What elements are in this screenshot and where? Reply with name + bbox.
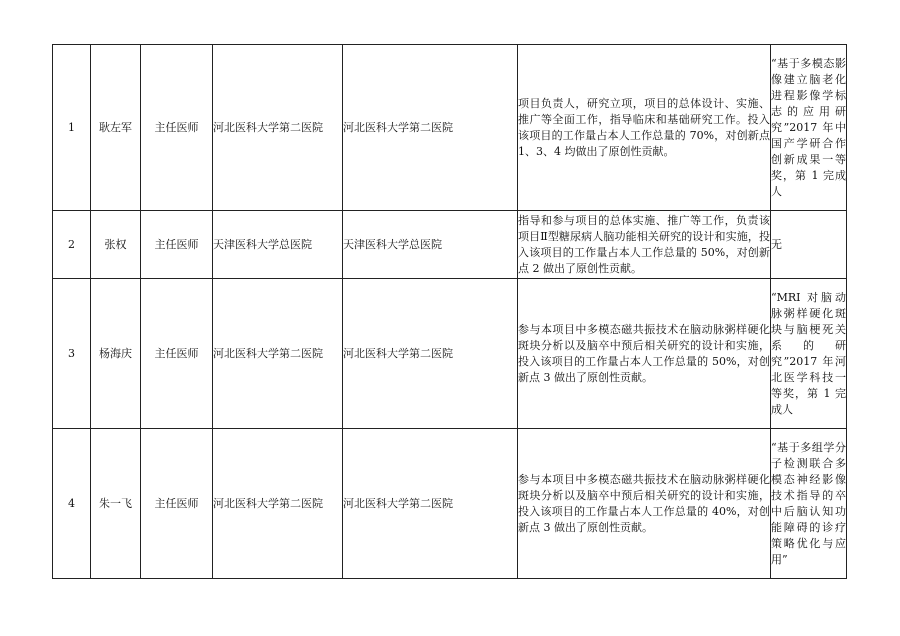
contribution-text: 参与本项目中多模态磁共振技术在脑动脉粥样硬化斑块分析以及脑卒中预后相关研究的设计和实施，投入该项目的工作量占本人工作总量的 40%，对创新点 3 做出了原创性贡献。 [518, 429, 771, 579]
person-name: 杨海庆 [91, 279, 141, 429]
award-text: “基于多模态影像建立脑老化进程影像学标志的应用研究”2017 年中国产学研合作创新成果一等奖，第 1 完成人 [771, 45, 847, 211]
table-row [53, 45, 847, 211]
award-text: 无 [771, 211, 847, 279]
completion-unit: 河北医科大学第二医院 [343, 45, 518, 211]
personnel-table [52, 44, 847, 579]
completion-unit: 天津医科大学总医院 [343, 211, 518, 279]
completion-unit: 河北医科大学第二医院 [343, 279, 518, 429]
person-name: 耿左军 [91, 45, 141, 211]
person-title: 主任医师 [141, 211, 213, 279]
award-text: “基于多组学分子检测联合多模态神经影像技术指导的卒中后脑认知功能障碍的诊疗策略优化与应用” [771, 429, 847, 579]
person-name: 张权 [91, 211, 141, 279]
person-title: 主任医师 [141, 279, 213, 429]
person-name: 朱一飞 [91, 429, 141, 579]
row-number: 2 [53, 211, 91, 279]
contribution-text: 指导和参与项目的总体实施、推广等工作，负责该项目Ⅱ型糖尿病人脑功能相关研究的设计和实施，投入该项目的工作量占本人工作总量的 50%，对创新点 2 做出了原创性贡献。 [518, 211, 771, 279]
person-title: 主任医师 [141, 429, 213, 579]
table-row [53, 279, 847, 429]
person-title: 主任医师 [141, 45, 213, 211]
contribution-text: 参与本项目中多模态磁共振技术在脑动脉粥样硬化斑块分析以及脑卒中预后相关研究的设计和实施，投入该项目的工作量占本人工作总量的 50%，对创新点 3 做出了原创性贡献。 [518, 279, 771, 429]
work-unit: 河北医科大学第二医院 [213, 279, 343, 429]
table-row [53, 429, 847, 579]
contribution-text: 项目负责人，研究立项，项目的总体设计、实施、推广等全面工作，指导临床和基础研究工作。投入该项目的工作量占本人工作总量的 70%，对创新点 1、3、4 均做出了原创性贡献。 [518, 45, 771, 211]
row-number: 4 [53, 429, 91, 579]
work-unit: 天津医科大学总医院 [213, 211, 343, 279]
table-row [53, 211, 847, 279]
work-unit: 河北医科大学第二医院 [213, 429, 343, 579]
row-number: 3 [53, 279, 91, 429]
row-number: 1 [53, 45, 91, 211]
work-unit: 河北医科大学第二医院 [213, 45, 343, 211]
award-text: “MRI 对脑动脉粥样硬化斑块与脑梗死关系的研究”2017 年河北医学科技一等奖，第 1 完成人 [771, 279, 847, 429]
completion-unit: 河北医科大学第二医院 [343, 429, 518, 579]
